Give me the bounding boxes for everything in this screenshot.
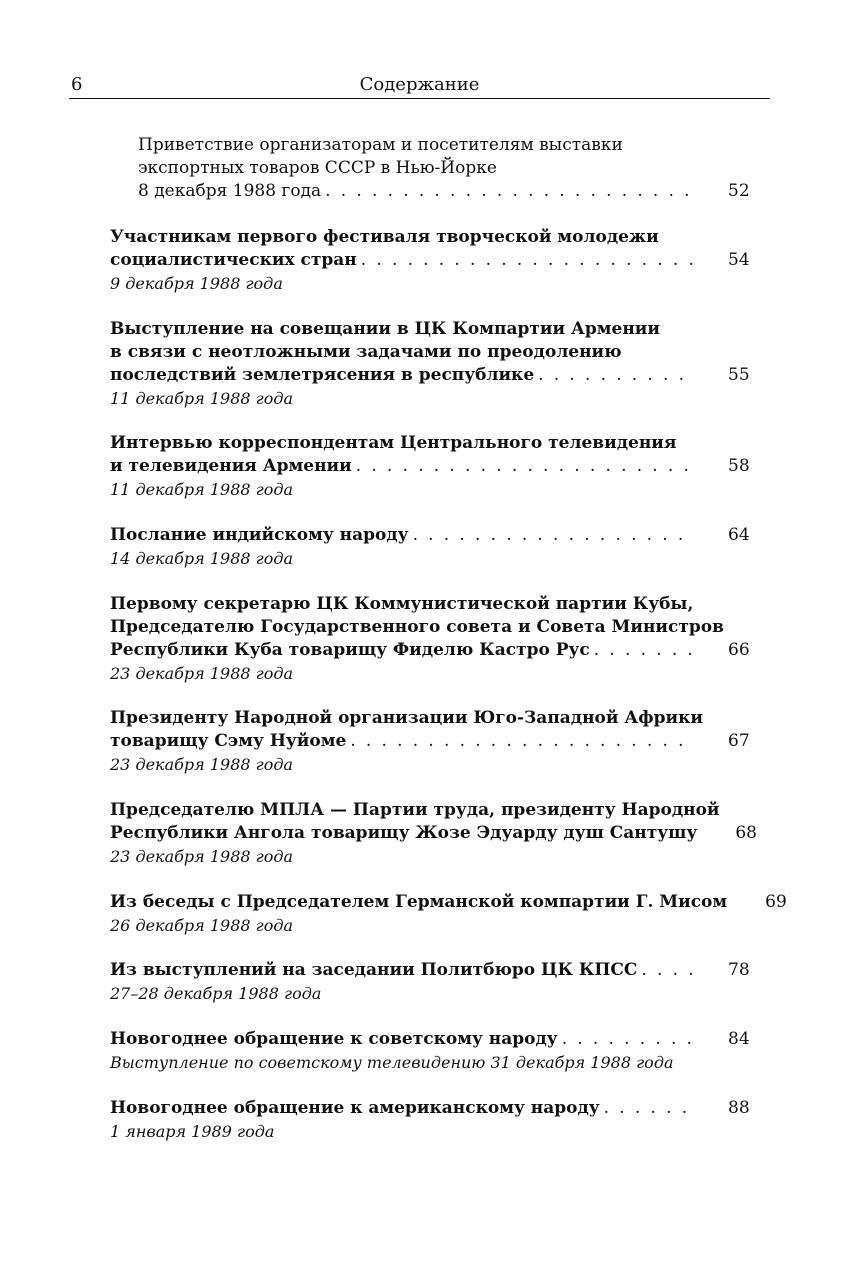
entry-title-text: социалистических стран bbox=[110, 250, 357, 270]
entry-title-line: Председателю МПЛА — Партии труда, президенту Народной bbox=[110, 800, 720, 820]
entry-title-text: Новогоднее обращение к американскому народу bbox=[110, 1098, 600, 1118]
entry-date: 11 декабря 1988 года bbox=[110, 480, 294, 499]
entry-title-last-line bbox=[110, 1028, 748, 1051]
entry-title-last-line bbox=[110, 455, 748, 478]
entry-page-number: 52 bbox=[728, 181, 750, 201]
toc-entry bbox=[110, 226, 748, 295]
entry-page-number: 58 bbox=[728, 456, 750, 476]
toc-entry bbox=[110, 891, 787, 937]
toc-entry bbox=[110, 1097, 748, 1143]
entry-page-number: 66 bbox=[728, 640, 750, 660]
entry-page-number: 68 bbox=[735, 823, 757, 843]
leader-dots bbox=[562, 1028, 694, 1051]
leader-dots bbox=[413, 524, 694, 547]
entry-page-number: 55 bbox=[728, 365, 750, 385]
entry-title-line: экспортных товаров СССР в Нью-Йорке bbox=[138, 158, 497, 178]
entry-title-line: Выступление на совещании в ЦК Компартии Армении bbox=[110, 319, 660, 339]
entry-title-line: Приветствие организаторам и посетителям выставки bbox=[138, 135, 623, 155]
entry-page-number: 88 bbox=[728, 1098, 750, 1118]
leader-dots bbox=[361, 249, 694, 272]
entry-title-text: Из выступлений на заседании Политбюро ЦК КПСС bbox=[110, 960, 638, 980]
entry-page-number: 84 bbox=[728, 1029, 750, 1049]
leader-dots bbox=[641, 959, 694, 982]
entry-date: 11 декабря 1988 года bbox=[110, 389, 294, 408]
entry-title-text: 8 декабря 1988 года bbox=[138, 181, 322, 201]
entry-page-number: 64 bbox=[728, 525, 750, 545]
entry-title-text: Республики Куба товарищу Фиделю Кастро Рус bbox=[110, 640, 590, 660]
toc-entry bbox=[110, 524, 748, 570]
entry-page-number: 69 bbox=[765, 892, 787, 912]
entry-title-text: Новогоднее обращение к советскому народу bbox=[110, 1029, 558, 1049]
toc-entry bbox=[110, 959, 748, 1005]
toc-entry bbox=[110, 1028, 748, 1074]
entry-date: 14 декабря 1988 года bbox=[110, 549, 294, 568]
entry-title-text: последствий землетрясения в республике bbox=[110, 365, 535, 385]
entry-title-last-line bbox=[110, 524, 748, 547]
entry-date: 23 декабря 1988 года bbox=[110, 847, 294, 866]
entry-title-text: Послание индийскому народу bbox=[110, 525, 409, 545]
entry-title-last-line bbox=[110, 1097, 748, 1120]
entry-title-text: товарищу Сэму Нуйоме bbox=[110, 731, 347, 751]
toc-entry bbox=[110, 134, 748, 203]
entry-title-text: и телевидения Армении bbox=[110, 456, 352, 476]
toc-entry bbox=[110, 707, 748, 776]
entry-title-last-line bbox=[110, 364, 748, 387]
entry-date: 23 декабря 1988 года bbox=[110, 664, 294, 683]
toc-entry bbox=[110, 799, 757, 868]
page-header bbox=[69, 72, 770, 99]
running-title: Содержание bbox=[359, 74, 480, 95]
entry-title-last-line bbox=[110, 959, 748, 982]
leader-dots bbox=[350, 730, 694, 753]
entry-page-number: 67 bbox=[728, 731, 750, 751]
entry-date: 26 декабря 1988 года bbox=[110, 916, 294, 935]
leader-dots bbox=[325, 180, 694, 203]
leader-dots bbox=[356, 455, 694, 478]
entry-title-line: Интервью корреспондентам Центрального телевидения bbox=[110, 433, 677, 453]
entry-title-last-line bbox=[110, 180, 748, 203]
entry-title-text: Из беседы с Председателем Германской компартии Г. Мисом bbox=[110, 892, 728, 912]
entry-title-line: в связи с неотложными задачами по преодолению bbox=[110, 342, 622, 362]
entry-page-number: 78 bbox=[728, 960, 750, 980]
page-number: 6 bbox=[71, 74, 83, 95]
entry-date: 9 декабря 1988 года bbox=[110, 274, 283, 293]
entry-page-number: 54 bbox=[728, 250, 750, 270]
entry-date: 23 декабря 1988 года bbox=[110, 755, 294, 774]
entry-title-line: Первому секретарю ЦК Коммунистической партии Кубы, bbox=[110, 594, 694, 614]
entry-title-last-line bbox=[110, 822, 757, 845]
entry-title-text: Республики Ангола товарищу Жозе Эдуарду душ Сантушу bbox=[110, 823, 698, 843]
entry-title-last-line bbox=[110, 891, 787, 914]
entry-date: Выступление по советскому телевидению 31 декабря 1988 года bbox=[110, 1053, 674, 1072]
entry-title-last-line bbox=[110, 730, 748, 753]
entry-title-line: Председателю Государственного совета и Совета Министров bbox=[110, 617, 724, 637]
entry-title-last-line bbox=[110, 249, 748, 272]
entry-title-last-line bbox=[110, 639, 748, 662]
toc-entry bbox=[110, 593, 748, 685]
leader-dots bbox=[594, 639, 694, 662]
toc-entry bbox=[110, 432, 748, 501]
entry-date: 27–28 декабря 1988 года bbox=[110, 984, 322, 1003]
toc-entry bbox=[110, 318, 748, 410]
entry-date: 1 января 1989 года bbox=[110, 1122, 275, 1141]
entry-title-line: Участникам первого фестиваля творческой молодежи bbox=[110, 227, 659, 247]
entry-title-line: Президенту Народной организации Юго-Западной Африки bbox=[110, 708, 703, 728]
leader-dots bbox=[604, 1097, 694, 1120]
leader-dots bbox=[538, 364, 694, 387]
